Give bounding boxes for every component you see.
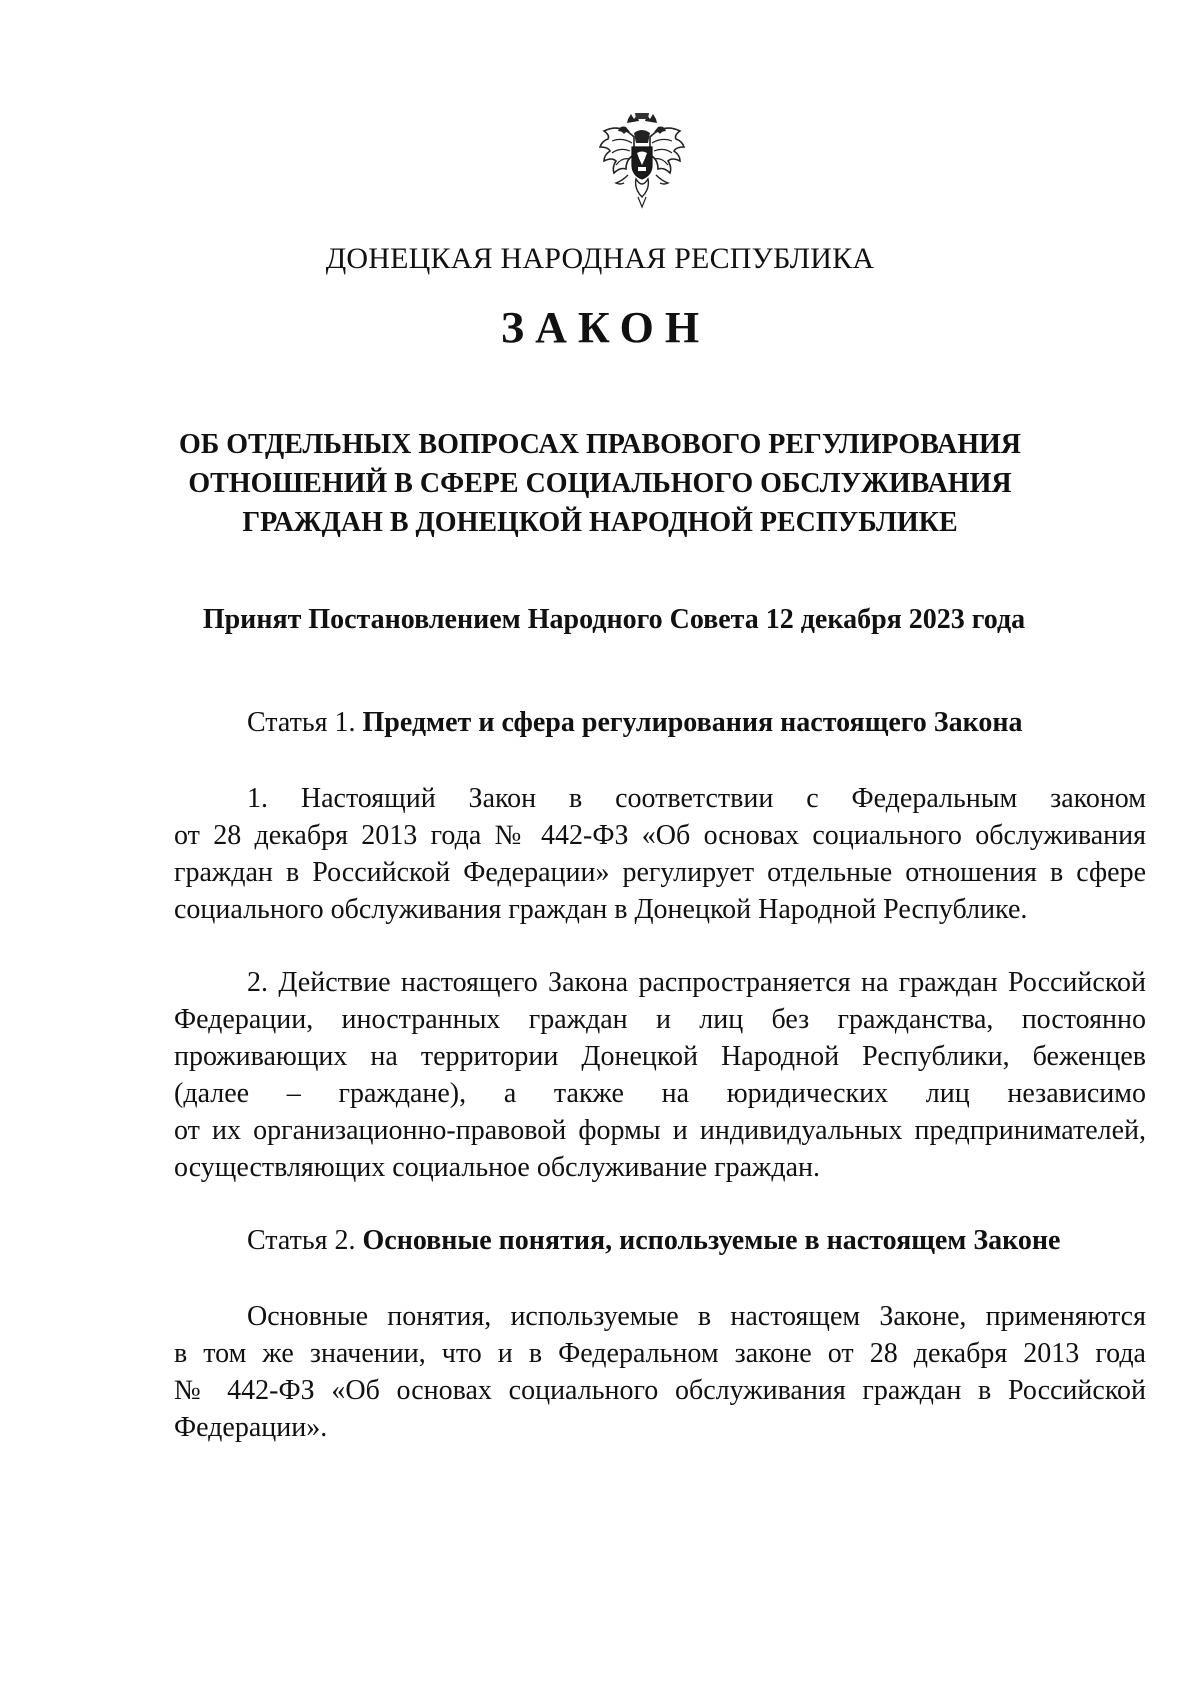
text-line: проживающих на территории Донецкой Народной Республики, беженцев [174, 1041, 1146, 1072]
text-line: Основные понятия, используемые в настоящем Законе, применяются [247, 1301, 1146, 1332]
text-line: от 28 декабря 2013 года № 442-ФЗ «Об основах социального обслуживания [174, 820, 1146, 851]
article-2-paragraph-1 [174, 1298, 1146, 1446]
document-type: ЗАКОН [500, 303, 711, 352]
adoption-note: Принят Постановлением Народного Совета 12 декабря 2023 года [202, 604, 1026, 635]
article-1-title: Предмет и сфера регулирования настоящего Закона [362, 707, 1023, 738]
article-2-title: Основные понятия, используемые в настоящем Законе [362, 1225, 1061, 1256]
article-1-prefix: Статья 1. [247, 707, 356, 738]
article-1-paragraph-2 [174, 964, 1146, 1186]
text-line: осуществляющих социальное обслуживание граждан. [174, 1152, 821, 1183]
text-line: (далее – граждане), а также на юридических лиц независимо [174, 1078, 1146, 1109]
law-title-line: ОБ ОТДЕЛЬНЫХ ВОПРОСАХ ПРАВОВОГО РЕГУЛИРОВАНИЯ [178, 429, 1022, 460]
article-2-prefix: Статья 2. [247, 1225, 356, 1256]
law-title [150, 425, 1050, 542]
text-line: Федерации, иностранных граждан и лиц без гражданства, постоянно [174, 1004, 1146, 1035]
text-line: социального обслуживания граждан в Донецкой Народной Республике. [174, 894, 1028, 925]
text-line: 2. Действие настоящего Закона распространяется на граждан Российской [247, 967, 1146, 998]
text-line: от их организационно-правовой формы и индивидуальных предпринимателей, [174, 1115, 1146, 1146]
text-line: № 442-ФЗ «Об основах социального обслуживания граждан в Российской [174, 1375, 1146, 1406]
article-1-heading [247, 707, 1022, 739]
text-line: граждан в Российской Федерации» регулирует отдельные отношения в сфере [174, 857, 1146, 888]
law-title-line: ОТНОШЕНИЙ В СФЕРЕ СОЦИАЛЬНОГО ОБСЛУЖИВАНИЯ [188, 468, 1012, 499]
law-title-line: ГРАЖДАН В ДОНЕЦКОЙ НАРОДНОЙ РЕСПУБЛИКЕ [242, 507, 958, 538]
article-1-paragraph-1 [174, 780, 1146, 928]
text-line: Федерации». [174, 1412, 328, 1443]
coat-of-arms-eagle-icon [598, 113, 686, 211]
article-2-heading [247, 1225, 1060, 1257]
republic-name: ДОНЕЦКАЯ НАРОДНАЯ РЕСПУБЛИКА [325, 242, 875, 275]
text-line: в том же значении, что и в Федеральном законе от 28 декабря 2013 года [174, 1338, 1146, 1369]
text-line: 1. Настоящий Закон в соответствии с Федеральным законом [247, 783, 1146, 814]
